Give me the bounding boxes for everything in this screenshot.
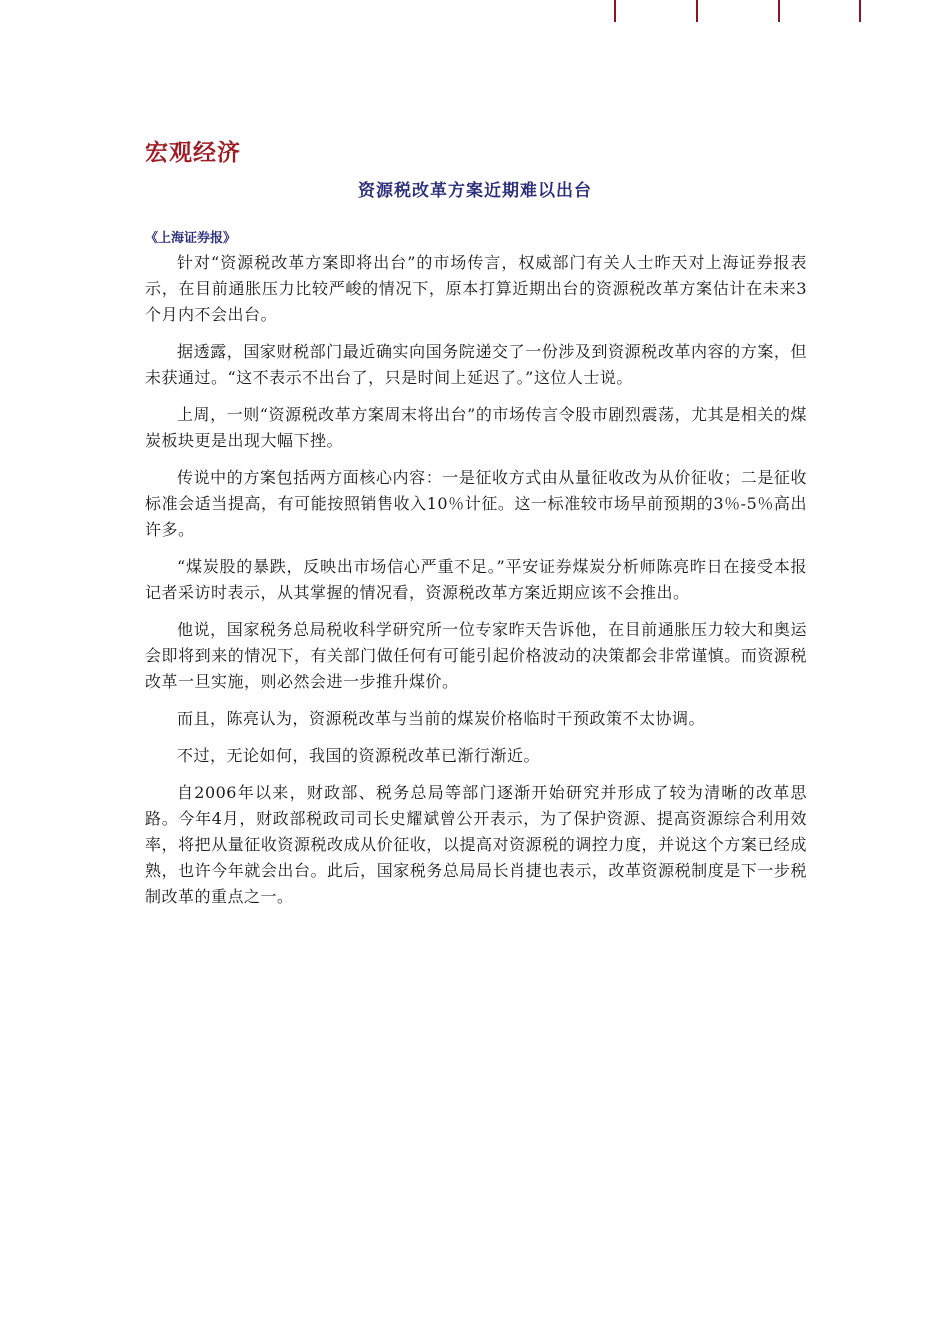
- paragraph: 上周，一则“资源税改革方案周末将出台”的市场传言令股市剧烈震荡，尤其是相关的煤炭板块更是出现大幅下挫。: [145, 405, 807, 450]
- article-title: 资源税改革方案近期难以出台: [358, 181, 592, 201]
- paragraph: 不过，无论如何，我国的资源税改革已渐行渐近。: [177, 746, 541, 765]
- paragraph: 自2006年以来，财政部、税务总局等部门逐渐开始研究并形成了较为清晰的改革思路。今年4月，财政部税政司司长史耀斌曾公开表示，为了保护资源、提高资源综合利用效率，将把从量征收资源税改成从价征收，以提高对资源税的调控力度，并说这个方案已经成熟，也许今年就会出台。此后，国家税务总局局长肖捷也表示，改革资源税制度是下一步税制改革的重点之一。: [145, 783, 807, 906]
- paragraph: 他说，国家税务总局税收科学研究所一位专家昨天告诉他，在目前通胀压力较大和奥运会即将到来的情况下，有关部门做任何有可能引起价格波动的决策都会非常谨慎。而资源税改革一旦实施，则必然会进一步推升煤价。: [145, 620, 807, 691]
- section-heading: 宏观经济: [145, 140, 241, 166]
- article-source: 《上海证券报》: [145, 231, 237, 246]
- paragraph: 传说中的方案包括两方面核心内容：一是征收方式由从量征收改为从价征收；二是征收标准会适当提高，有可能按照销售收入10％计征。这一标准较市场早前预期的3％-5％高出许多。: [145, 468, 807, 539]
- paragraph: “煤炭股的暴跌，反映出市场信心严重不足。”平安证券煤炭分析师陈亮昨日在接受本报记者采访时表示，从其掌握的情况看，资源税改革方案近期应该不会推出。: [145, 557, 807, 602]
- paragraph: 针对“资源税改革方案即将出台”的市场传言，权威部门有关人士昨天对上海证券报表示，在目前通胀压力比较严峻的情况下，原本打算近期出台的资源税改革方案估计在未来3个月内不会出台。: [145, 253, 807, 324]
- paragraph: 而且，陈亮认为，资源税改革与当前的煤炭价格临时干预政策不太协调。: [177, 709, 706, 728]
- header-rule: [778, 0, 780, 22]
- header-rule: [859, 0, 861, 22]
- article-body: [145, 250, 807, 921]
- paragraph: 据透露，国家财税部门最近确实向国务院递交了一份涉及到资源税改革内容的方案，但未获通过。“这不表示不出台了，只是时间上延迟了。”这位人士说。: [145, 342, 807, 387]
- header-rule: [696, 0, 698, 22]
- header-decoration: [0, 0, 950, 24]
- header-rule: [614, 0, 616, 22]
